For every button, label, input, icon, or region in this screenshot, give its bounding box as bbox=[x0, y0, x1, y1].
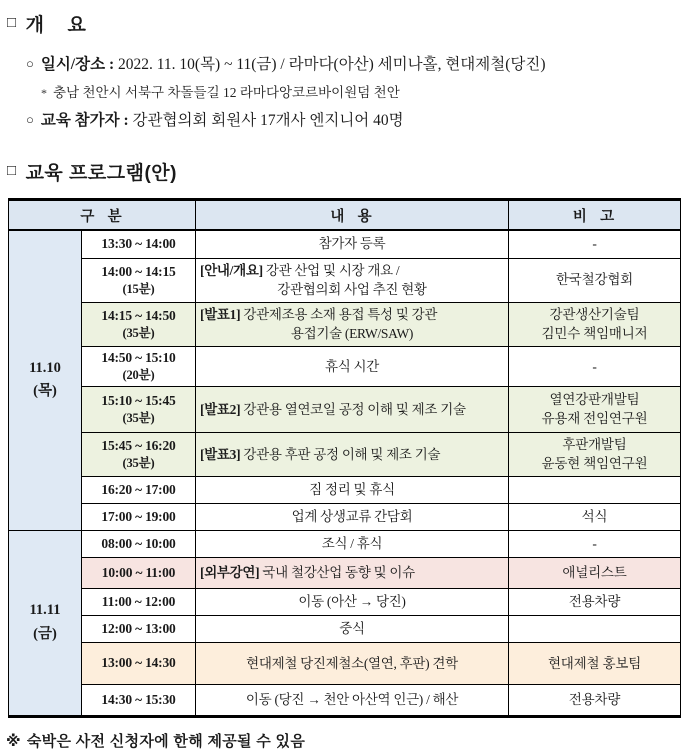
circle-bullet-icon: ○ bbox=[26, 112, 34, 127]
note-line: 현대제철 홍보팀 bbox=[547, 655, 642, 671]
reference-mark-icon: ※ bbox=[6, 732, 21, 750]
content-line: [발표2] 강관용 열연코일 공정 이해 및 제조 기술 bbox=[200, 401, 466, 417]
column-header: 구 분 bbox=[9, 200, 196, 231]
time-cell bbox=[82, 346, 196, 386]
day-label: (금) bbox=[33, 625, 57, 642]
label-separator: : bbox=[105, 56, 118, 73]
square-bullet-icon: □ bbox=[7, 162, 17, 179]
note-line: 열연강판개발팀 bbox=[549, 391, 640, 407]
table-row bbox=[9, 684, 681, 716]
participants-value: 강관협의회 회원사 17개사 엔지니어 40명 bbox=[132, 112, 404, 129]
table-row bbox=[9, 432, 681, 476]
time-cell bbox=[82, 386, 196, 432]
program-title: 교육 프로그램(안) bbox=[25, 163, 177, 184]
day-label: (목) bbox=[33, 383, 57, 400]
table-row bbox=[9, 258, 681, 302]
time-range: 14:30 ~ 15:30 bbox=[101, 691, 176, 707]
session-tag: [안내/개요] bbox=[200, 262, 263, 278]
content-line: 현대제철 당진제철소(열연, 후판) 견학 bbox=[246, 655, 458, 671]
content-cell bbox=[196, 530, 509, 557]
note-line: - bbox=[592, 236, 597, 252]
content-line: 휴식 시간 bbox=[324, 358, 380, 374]
time-cell bbox=[82, 432, 196, 476]
note-cell bbox=[509, 386, 681, 432]
note-cell bbox=[509, 684, 681, 716]
content-line: [발표1] 강관제조용 소재 용접 특성 및 강관 bbox=[200, 306, 438, 322]
note-cell bbox=[509, 588, 681, 615]
table-row bbox=[9, 476, 681, 503]
note-line: 애널리스트 bbox=[562, 565, 627, 581]
table-row bbox=[9, 503, 681, 530]
time-cell bbox=[82, 684, 196, 716]
content-line: 조식 / 휴식 bbox=[321, 536, 383, 552]
content-cell bbox=[196, 557, 509, 588]
duration-label: (20분) bbox=[122, 367, 155, 382]
note-cell bbox=[509, 503, 681, 530]
content-cell bbox=[196, 230, 509, 258]
square-bullet-icon: □ bbox=[7, 14, 17, 31]
column-header: 내 용 bbox=[196, 200, 509, 231]
day-cell bbox=[9, 230, 82, 530]
venue-address-text: 충남 천안시 서북구 차돌들길 12 라마다앙코르바이원덤 천안 bbox=[53, 85, 400, 100]
footnote-text: 숙박은 사전 신청자에 한해 제공될 수 있음 bbox=[26, 732, 306, 750]
content-cell bbox=[196, 386, 509, 432]
note-cell bbox=[509, 258, 681, 302]
note-cell bbox=[509, 530, 681, 557]
table-header-row bbox=[9, 200, 681, 231]
content-cell bbox=[196, 346, 509, 386]
content-line: [외부강연] 국내 철강산업 동향 및 이슈 bbox=[200, 565, 415, 581]
time-range: 13:30 ~ 14:00 bbox=[101, 236, 176, 252]
content-line: 업계 상생교류 간담회 bbox=[291, 509, 413, 525]
time-cell bbox=[82, 557, 196, 588]
note-line: 석식 bbox=[581, 509, 608, 525]
time-range: 14:50 ~ 15:10 bbox=[101, 349, 176, 365]
time-cell bbox=[82, 230, 196, 258]
day-label: 11.10 bbox=[29, 359, 61, 376]
content-cell bbox=[196, 476, 509, 503]
time-cell bbox=[82, 642, 196, 684]
table-row bbox=[9, 346, 681, 386]
table-row bbox=[9, 530, 681, 557]
content-cell bbox=[196, 615, 509, 642]
program-heading bbox=[7, 158, 683, 185]
date-venue-line bbox=[26, 54, 683, 76]
note-cell bbox=[509, 642, 681, 684]
content-cell bbox=[196, 258, 509, 302]
schedule-table bbox=[8, 198, 681, 718]
time-range: 14:00 ~ 14:15 bbox=[101, 263, 176, 279]
time-cell bbox=[82, 503, 196, 530]
note-line: 한국철강협회 bbox=[555, 272, 634, 288]
content-cell bbox=[196, 588, 509, 615]
note-line: 윤동현 책임연구원 bbox=[541, 456, 648, 472]
note-line: 후판개발팀 bbox=[562, 436, 627, 452]
table-row bbox=[9, 302, 681, 346]
note-line: 전용차량 bbox=[568, 692, 621, 708]
content-line: 용접기술 (ERW/SAW) bbox=[290, 326, 414, 342]
note-cell bbox=[509, 432, 681, 476]
footnote bbox=[6, 730, 683, 751]
content-line: 참가자 등록 bbox=[318, 236, 386, 252]
time-range: 16:20 ~ 17:00 bbox=[101, 481, 176, 497]
note-line: 김민수 책임매니저 bbox=[541, 326, 648, 342]
duration-label: (35분) bbox=[122, 325, 155, 340]
date-venue-value: 2022. 11. 10(목) ~ 11(금) / 라마다(아산) 세미나홀, 현대제철(당진) bbox=[117, 56, 546, 73]
content-cell bbox=[196, 684, 509, 716]
note-cell bbox=[509, 346, 681, 386]
participants-line bbox=[26, 110, 683, 132]
time-cell bbox=[82, 476, 196, 503]
duration-label: (35분) bbox=[122, 456, 155, 471]
note-cell bbox=[509, 302, 681, 346]
note-cell bbox=[509, 615, 681, 642]
table-row bbox=[9, 588, 681, 615]
table-row bbox=[9, 642, 681, 684]
time-range: 15:10 ~ 15:45 bbox=[101, 392, 176, 408]
content-line: 중식 bbox=[339, 621, 365, 637]
time-range: 13:00 ~ 14:30 bbox=[101, 655, 176, 671]
participants-label: 교육 참가자 bbox=[40, 112, 120, 129]
time-range: 17:00 ~ 19:00 bbox=[101, 508, 176, 524]
day-label: 11.11 bbox=[29, 602, 61, 619]
time-cell bbox=[82, 302, 196, 346]
table-row bbox=[9, 230, 681, 258]
content-cell bbox=[196, 432, 509, 476]
time-range: 14:15 ~ 14:50 bbox=[101, 307, 176, 323]
time-range: 15:45 ~ 16:20 bbox=[101, 437, 176, 453]
content-cell bbox=[196, 642, 509, 684]
time-range: 12:00 ~ 13:00 bbox=[101, 620, 176, 636]
day-cell bbox=[9, 530, 82, 716]
date-venue-label: 일시/장소 bbox=[40, 56, 106, 73]
session-tag: [발표3] bbox=[200, 446, 241, 462]
content-line: [안내/개요] 강관 산업 및 시장 개요 / bbox=[200, 262, 400, 278]
time-cell bbox=[82, 258, 196, 302]
content-line: 이동 (당진 → 천안 아산역 인근) / 해산 bbox=[245, 692, 459, 708]
asterisk-icon: * bbox=[41, 86, 47, 100]
content-line: [발표3] 강관용 후판 공정 이해 및 제조 기술 bbox=[200, 446, 441, 462]
time-range: 11:00 ~ 12:00 bbox=[101, 593, 176, 609]
circle-bullet-icon: ○ bbox=[26, 56, 34, 71]
content-line: 짐 정리 및 휴식 bbox=[309, 482, 395, 498]
venue-address-note bbox=[41, 83, 683, 103]
session-tag: [발표2] bbox=[200, 401, 241, 417]
session-tag: [발표1] bbox=[200, 306, 241, 322]
table-row bbox=[9, 557, 681, 588]
note-cell bbox=[509, 476, 681, 503]
note-cell bbox=[509, 230, 681, 258]
content-cell bbox=[196, 302, 509, 346]
duration-label: (35분) bbox=[122, 411, 155, 426]
content-line: 이동 (아산 → 당진) bbox=[298, 594, 406, 610]
time-range: 08:00 ~ 10:00 bbox=[101, 535, 176, 551]
time-range: 10:00 ~ 11:00 bbox=[101, 564, 176, 580]
label-separator: : bbox=[119, 112, 133, 129]
time-cell bbox=[82, 615, 196, 642]
column-header: 비 고 bbox=[509, 200, 681, 231]
note-line: 전용차량 bbox=[568, 594, 621, 610]
note-line: 강관생산기술팀 bbox=[549, 306, 640, 322]
content-cell bbox=[196, 503, 509, 530]
table-row bbox=[9, 615, 681, 642]
overview-heading bbox=[7, 10, 683, 37]
table-row bbox=[9, 386, 681, 432]
overview-title: 개 요 bbox=[25, 15, 87, 36]
content-line: 강관협의회 사업 추진 현황 bbox=[277, 282, 427, 298]
note-cell bbox=[509, 557, 681, 588]
duration-label: (15분) bbox=[122, 281, 155, 296]
note-line: 유용재 전임연구원 bbox=[541, 411, 648, 427]
time-cell bbox=[82, 588, 196, 615]
time-cell bbox=[82, 530, 196, 557]
note-line: - bbox=[592, 358, 597, 374]
note-line: - bbox=[592, 536, 597, 552]
session-tag: [외부강연] bbox=[200, 565, 260, 581]
